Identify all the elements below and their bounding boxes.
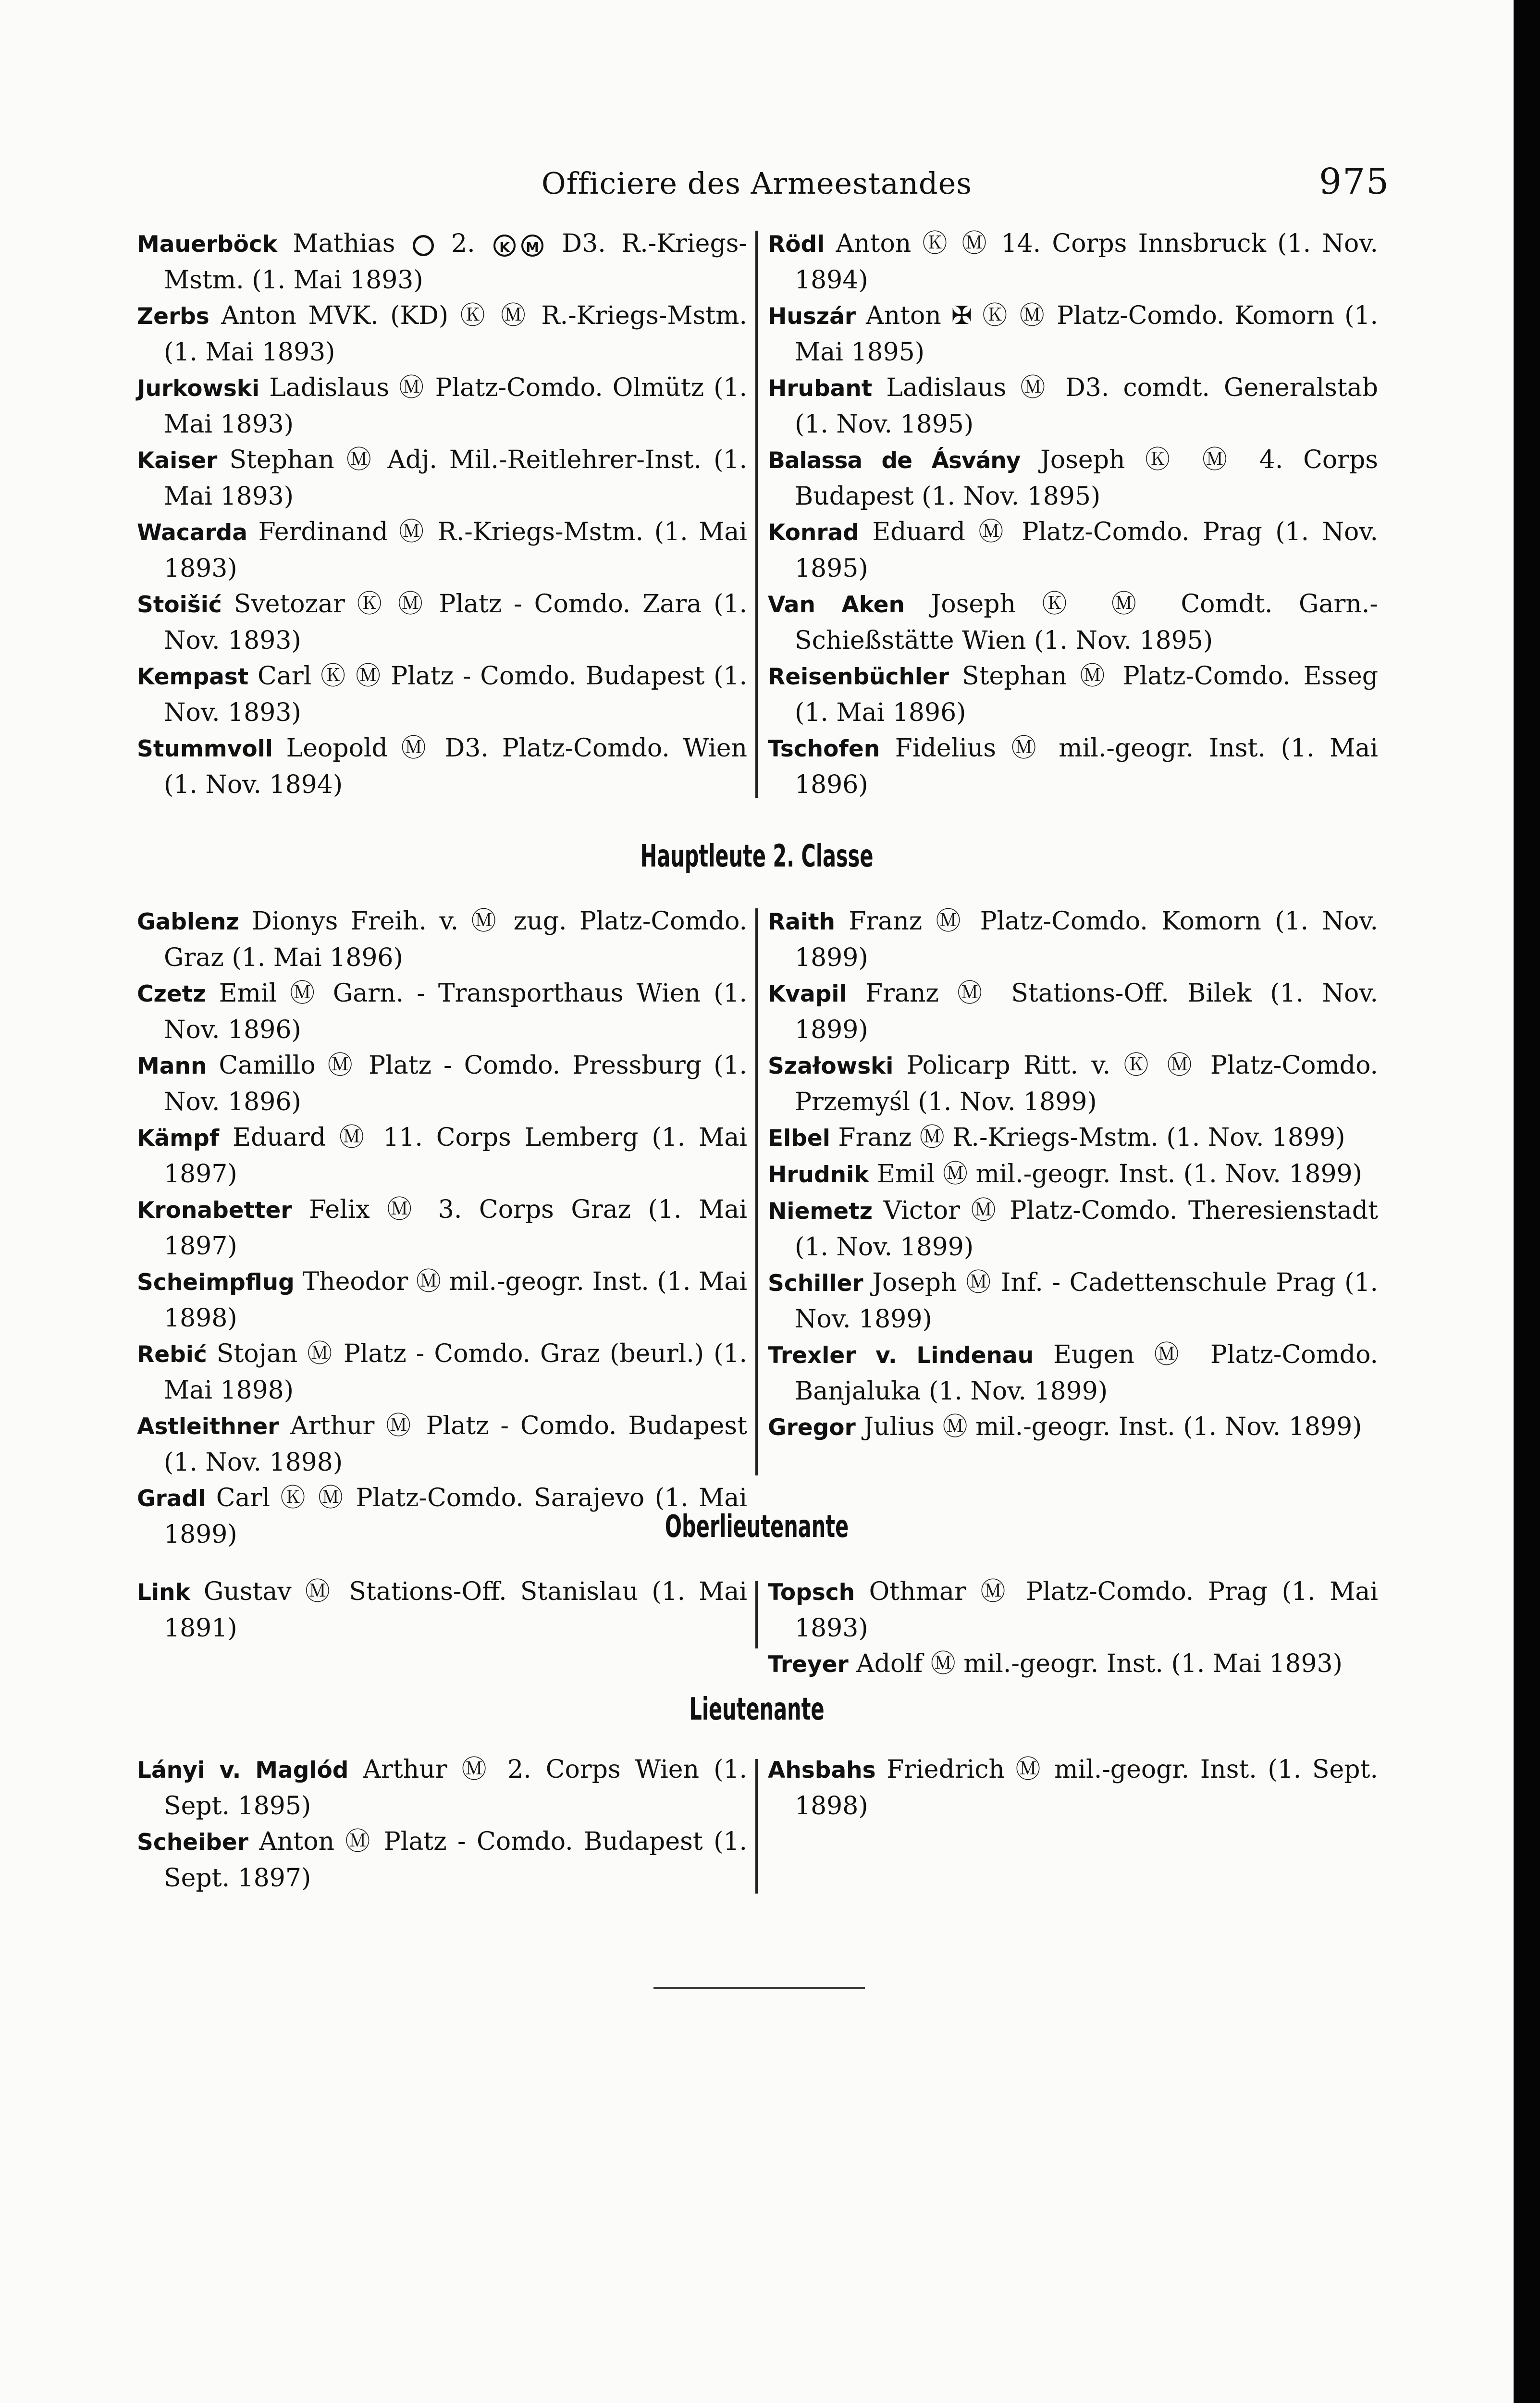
section-heading-oberlieutenante: Oberlieutenante xyxy=(665,1509,849,1545)
entry-text: Stephan Ⓜ Adj. Mil.-Reitlehrer-Inst. (1. Mai 1893) xyxy=(164,446,747,511)
k-symbol-icon: K xyxy=(493,235,516,257)
entry-name: Topsch xyxy=(768,1579,855,1606)
list-item xyxy=(137,226,747,298)
entry-name: Lányi v. Maglód xyxy=(137,1757,349,1784)
entry-text: Mathias xyxy=(293,229,395,258)
entry-text: Othmar Ⓜ Platz-Comdo. Prag (1. Mai 1893) xyxy=(795,1577,1379,1643)
ring-medal-icon xyxy=(413,235,434,256)
list-item xyxy=(137,658,747,731)
entry-name: Kaiser xyxy=(137,447,218,474)
entry-text: Franz Ⓜ Platz-Comdo. Komorn (1. Nov. 1899) xyxy=(795,907,1379,972)
page-number: 975 xyxy=(1319,161,1390,202)
section-heading-lieutenante: Lieutenante xyxy=(689,1692,825,1727)
list-item xyxy=(137,298,747,370)
entry-name: Kempast xyxy=(137,664,249,690)
entry-name: Jurkowski xyxy=(137,375,260,402)
entry-name: Stoišić xyxy=(137,592,222,618)
entry-name: Mauerböck xyxy=(137,231,278,258)
entry-text: Anton MVK. (KD) Ⓚ Ⓜ R.-Kriegs-Mstm. (1. Mai 1893) xyxy=(164,301,747,367)
list-item xyxy=(137,904,747,976)
column-divider xyxy=(755,231,758,798)
entry-name: Gradl xyxy=(137,1486,206,1512)
list-item xyxy=(768,1193,1378,1265)
entry-name: Szałowski xyxy=(768,1053,894,1079)
list-item xyxy=(768,298,1378,370)
entry-text: Franz Ⓜ Stations-Off. Bilek (1. Nov. 1899) xyxy=(795,979,1378,1044)
entry-text: Adolf Ⓜ mil.-geogr. Inst. (1. Mai 1893) xyxy=(856,1649,1343,1678)
entry-text: Stephan Ⓜ Platz-Comdo. Esseg (1. Mai 1896) xyxy=(795,662,1379,727)
entry-name: Rödl xyxy=(768,231,825,258)
entry-text: Ferdinand Ⓜ R.-Kriegs-Mstm. (1. Mai 1893) xyxy=(164,518,747,583)
entry-text: Anton Ⓜ Platz - Comdo. Budapest (1. Sept. 1897) xyxy=(164,1827,748,1893)
entry-text: Leopold Ⓜ D3. Platz-Comdo. Wien (1. Nov. 1894) xyxy=(164,734,748,799)
entry-text: Fidelius Ⓜ mil.-geogr. Inst. (1. Mai 1896) xyxy=(795,734,1378,799)
entry-text: Victor Ⓜ Platz-Comdo. Theresienstadt (1. Nov. 1899) xyxy=(795,1196,1378,1262)
entry-name: Niemetz xyxy=(768,1198,873,1225)
list-item xyxy=(768,731,1378,803)
entry-name: Link xyxy=(137,1579,190,1606)
list-item xyxy=(768,1048,1378,1120)
list-item xyxy=(137,1574,747,1646)
entry-text: Arthur Ⓜ Platz - Comdo. Budapest (1. Nov. 1898) xyxy=(164,1412,747,1477)
entry-name: Van Aken xyxy=(768,592,905,618)
m-symbol-icon: M xyxy=(521,235,543,257)
list-item xyxy=(137,1264,747,1336)
section2-left-column xyxy=(137,904,747,1552)
entry-text: Stojan Ⓜ Platz - Comdo. Graz (beurl.) (1. Mai 1898) xyxy=(164,1339,747,1405)
entry-text: Gustav Ⓜ Stations-Off. Stanislau (1. Mai 1891) xyxy=(164,1577,748,1643)
list-item xyxy=(768,658,1378,731)
entry-name: Mann xyxy=(137,1053,207,1079)
entry-text: D3. R.-Kriegs-Mstm. (1. Mai 1893) xyxy=(164,229,747,295)
list-item xyxy=(768,370,1378,442)
entry-name: Kämpf xyxy=(137,1125,220,1152)
running-header: Officiere des Armeestandes xyxy=(541,166,973,201)
entry-name: Zerbs xyxy=(137,303,209,330)
list-item xyxy=(137,1752,747,1824)
entry-name: Wacarda xyxy=(137,520,247,546)
entry-text: Eugen Ⓜ Platz-Comdo. Banjaluka (1. Nov. 1899) xyxy=(795,1340,1379,1406)
entry-text: Theodor Ⓜ mil.-geogr. Inst. (1. Mai 1898) xyxy=(164,1267,747,1333)
section3-right-column xyxy=(768,1574,1378,1683)
entry-name: Astleithner xyxy=(137,1413,279,1440)
list-item xyxy=(768,1156,1378,1193)
entry-text: Policarp Ritt. v. Ⓚ Ⓜ Platz-Comdo. Przemyśl (1. Nov. 1899) xyxy=(795,1051,1378,1116)
list-item xyxy=(768,586,1378,658)
entry-text: Joseph Ⓚ Ⓜ Comdt. Garn.-Schießstätte Wien (1. Nov. 1895) xyxy=(795,590,1378,655)
column-divider xyxy=(755,908,758,1475)
entry-name: Tschofen xyxy=(768,736,880,762)
entry-text: Emil Ⓜ Garn. - Transporthaus Wien (1. Nov. 1896) xyxy=(164,979,747,1044)
list-item xyxy=(768,1409,1378,1446)
section-heading-hauptleute: Hauptleute 2. Classe xyxy=(640,839,874,874)
scan-border xyxy=(1514,0,1540,2403)
list-item xyxy=(768,1752,1378,1824)
section3-left-column xyxy=(137,1574,747,1646)
entry-name: Stummvoll xyxy=(137,736,273,762)
list-item xyxy=(137,1048,747,1120)
list-item xyxy=(768,442,1378,514)
list-item xyxy=(137,1192,747,1264)
entry-text: Anton Ⓚ Ⓜ 14. Corps Innsbruck (1. Nov. 1894) xyxy=(795,229,1379,295)
entry-text: Dionys Freih. v. Ⓜ zug. Platz-Comdo. Graz (1. Mai 1896) xyxy=(164,907,747,972)
section1-left-column xyxy=(137,226,747,803)
entry-name: Reisenbüchler xyxy=(768,664,949,690)
list-item xyxy=(768,976,1378,1048)
entry-text: Arthur Ⓜ 2. Corps Wien (1. Sept. 1895) xyxy=(164,1755,747,1821)
entry-text: Eduard Ⓜ Platz-Comdo. Prag (1. Nov. 1895) xyxy=(795,518,1378,583)
entry-name: Rebić xyxy=(137,1341,207,1368)
list-item xyxy=(137,1824,747,1896)
list-item xyxy=(137,586,747,658)
entry-name: Gregor xyxy=(768,1414,856,1441)
entry-name: Raith xyxy=(768,909,835,935)
list-item xyxy=(768,1337,1378,1409)
section4-right-column xyxy=(768,1752,1378,1824)
list-item xyxy=(768,1265,1378,1337)
entry-text: Carl Ⓚ Ⓜ Platz - Comdo. Budapest (1. Nov. 1893) xyxy=(164,662,747,727)
list-item xyxy=(768,904,1378,976)
column-divider xyxy=(755,1581,758,1648)
entry-name: Huszár xyxy=(768,303,856,330)
entry-text: Friedrich Ⓜ mil.-geogr. Inst. (1. Sept. 1898) xyxy=(795,1755,1378,1821)
entry-name: Treyer xyxy=(768,1651,849,1678)
entry-text: Franz Ⓜ R.-Kriegs-Mstm. (1. Nov. 1899) xyxy=(838,1123,1345,1152)
entry-text: Svetozar Ⓚ Ⓜ Platz - Comdo. Zara (1. Nov. 1893) xyxy=(164,590,747,655)
end-rule xyxy=(653,1987,865,1989)
entry-text: Anton ✠ Ⓚ Ⓜ Platz-Comdo. Komorn (1. Mai 1895) xyxy=(795,301,1378,367)
list-item xyxy=(768,1120,1378,1156)
entry-text: Emil Ⓜ mil.-geogr. Inst. (1. Nov. 1899) xyxy=(876,1160,1362,1189)
entry-text: Ladislaus Ⓜ Platz-Comdo. Olmütz (1. Mai 1893) xyxy=(164,373,747,439)
entry-name: Trexler v. Lindenau xyxy=(768,1342,1034,1369)
section1-right-column xyxy=(768,226,1378,803)
list-item xyxy=(137,442,747,514)
list-item xyxy=(768,1646,1378,1683)
entry-name: Schiller xyxy=(768,1270,863,1297)
list-item xyxy=(137,1336,747,1408)
list-item xyxy=(768,226,1378,298)
entry-name: Ahsbahs xyxy=(768,1757,876,1784)
list-item xyxy=(137,514,747,586)
entry-name: Hrubant xyxy=(768,375,873,402)
entry-text: Carl Ⓚ Ⓜ Platz-Comdo. Sarajevo (1. Mai 1899) xyxy=(164,1484,747,1549)
list-item xyxy=(137,1408,747,1480)
entry-text: Julius Ⓜ mil.-geogr. Inst. (1. Nov. 1899) xyxy=(863,1412,1362,1441)
entry-name: Kronabetter xyxy=(137,1197,292,1224)
entry-name: Hrudnik xyxy=(768,1162,869,1188)
entry-text: Ladislaus Ⓜ D3. comdt. Generalstab (1. Nov. 1895) xyxy=(795,373,1378,439)
list-item xyxy=(768,514,1378,586)
entry-text: Joseph Ⓜ Inf. - Cadettenschule Prag (1. Nov. 1899) xyxy=(795,1268,1378,1334)
entry-name: Balassa de Ásvány xyxy=(768,447,1021,474)
list-item xyxy=(137,370,747,442)
column-divider xyxy=(755,1759,758,1894)
entry-text: Camillo Ⓜ Platz - Comdo. Pressburg (1. Nov. 1896) xyxy=(164,1051,747,1116)
entry-name: Czetz xyxy=(137,981,206,1007)
section2-right-column xyxy=(768,904,1378,1446)
entry-name: Elbel xyxy=(768,1125,830,1152)
list-item xyxy=(137,976,747,1048)
section4-left-column xyxy=(137,1752,747,1896)
entry-name: Konrad xyxy=(768,520,859,546)
list-item xyxy=(768,1574,1378,1646)
entry-name: Scheiber xyxy=(137,1829,248,1856)
list-item xyxy=(137,731,747,803)
entry-text: Felix Ⓜ 3. Corps Graz (1. Mai 1897) xyxy=(164,1195,747,1261)
entry-text: Eduard Ⓜ 11. Corps Lemberg (1. Mai 1897) xyxy=(164,1123,747,1189)
entry-name: Scheimpflug xyxy=(137,1269,295,1296)
entry-name: Gablenz xyxy=(137,909,239,935)
entry-text: Joseph Ⓚ Ⓜ 4. Corps Budapest (1. Nov. 1895) xyxy=(795,446,1379,511)
list-item xyxy=(137,1120,747,1192)
entry-text: 2. xyxy=(435,229,491,258)
entry-name: Kvapil xyxy=(768,981,847,1007)
